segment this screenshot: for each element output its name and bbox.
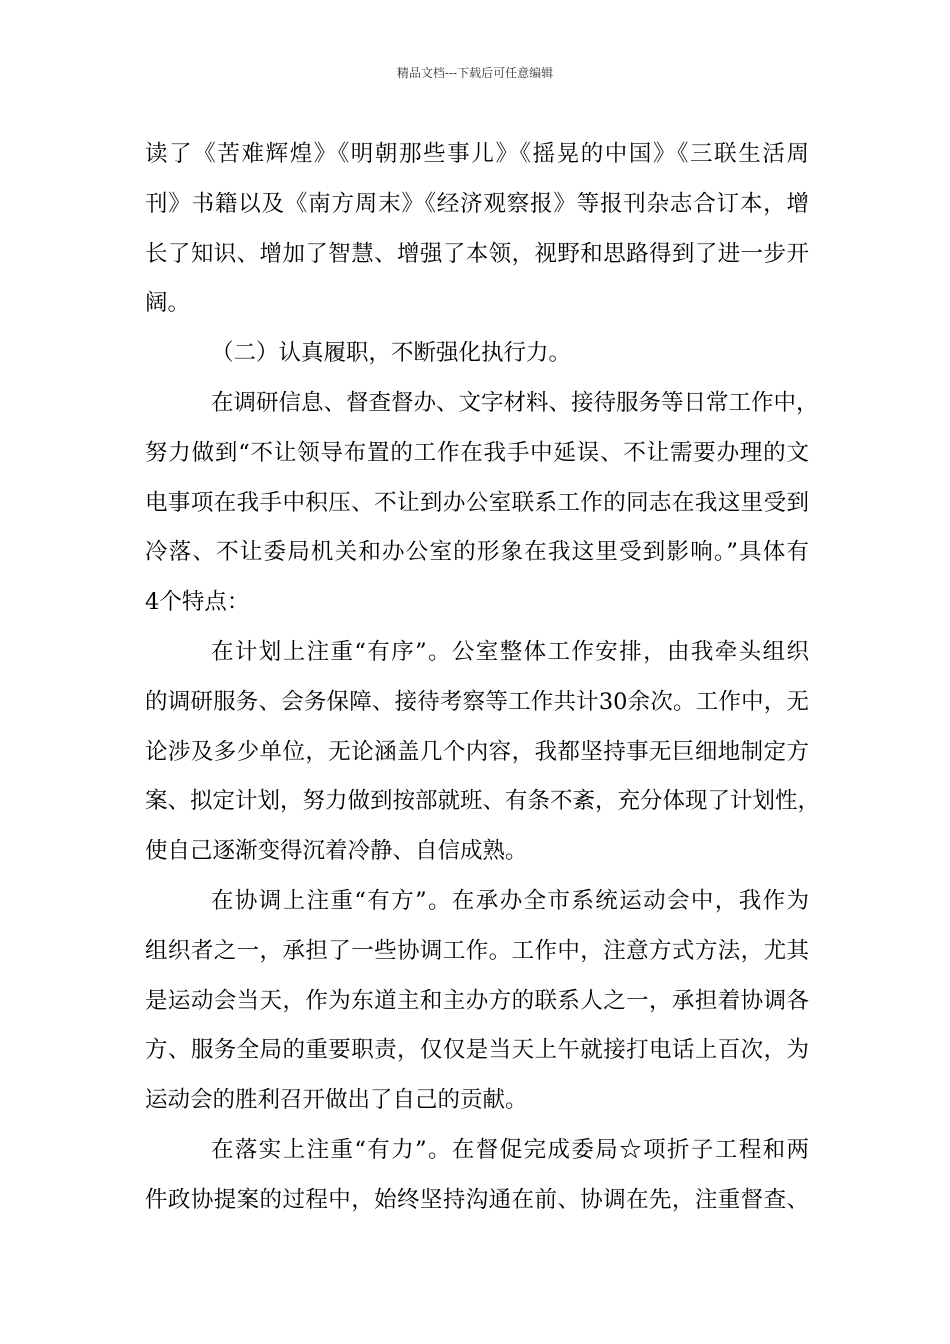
text-line: 在调研信息、督查督办、文字材料、接待服务等日常工作中， (211, 389, 819, 416)
text-line: 电事项在我手中积压、不让到办公室联系工作的同志在我这里受到 (145, 489, 809, 516)
text-line: 方、服务全局的重要职责，仅仅是当天上午就接打电话上百次，为 (145, 1037, 809, 1064)
text-line: 的调研服务、会务保障、接待考察等工作共计30余次。工作中，无 (145, 688, 809, 715)
text-line: 冷落、不让委局机关和办公室的形象在我这里受到影响。”具体有 (145, 539, 809, 566)
text-line: 4个特点： (145, 589, 250, 616)
text-line: 读了《苦难辉煌》《明朝那些事儿》《摇晃的中国》《三联生活周 (145, 141, 809, 167)
text-line: 在协调上注重“有方”。在承办全市系统运动会中，我作为 (211, 887, 809, 914)
text-line: 论涉及多少单位，无论涵盖几个内容，我都坚持事无巨细地制定方 (145, 738, 809, 765)
text-line: 在落实上注重“有力”。在督促完成委局☆项折子工程和两 (211, 1136, 809, 1163)
text-line: 件政协提案的过程中，始终坚持沟通在前、协调在先，注重督查、 (145, 1186, 809, 1213)
text-line: 努力做到“不让领导布置的工作在我手中延误、不让需要办理的文 (145, 439, 809, 466)
text-line: 阔。 (145, 290, 191, 317)
text-line: 长了知识、增加了智慧、增强了本领，视野和思路得到了进一步开 (145, 240, 809, 267)
text-line: 刊》书籍以及《南方周末》《经济观察报》等报刊杂志合订本，增 (145, 190, 809, 217)
text-line: （二）认真履职，不断强化执行力。 (211, 340, 572, 367)
text-line: 案、拟定计划，努力做到按部就班、有条不紊，充分体现了计划性， (145, 788, 821, 815)
text-line: 运动会的胜利召开做出了自己的贡献。 (145, 1087, 528, 1114)
body-text (145, 130, 821, 1226)
text-line: 组织者之一，承担了一些协调工作。工作中，注意方式方法，尤其 (145, 937, 809, 964)
text-line: 使自己逐渐变得沉着冷静、自信成熟。 (145, 838, 528, 865)
text-line: 在计划上注重“有序”。公室整体工作安排，由我牵头组织 (211, 638, 809, 665)
page-header: 精品文档---下载后可任意编辑 (396, 66, 554, 80)
text-line: 是运动会当天，作为东道主和主办方的联系人之一，承担着协调各 (145, 987, 809, 1014)
